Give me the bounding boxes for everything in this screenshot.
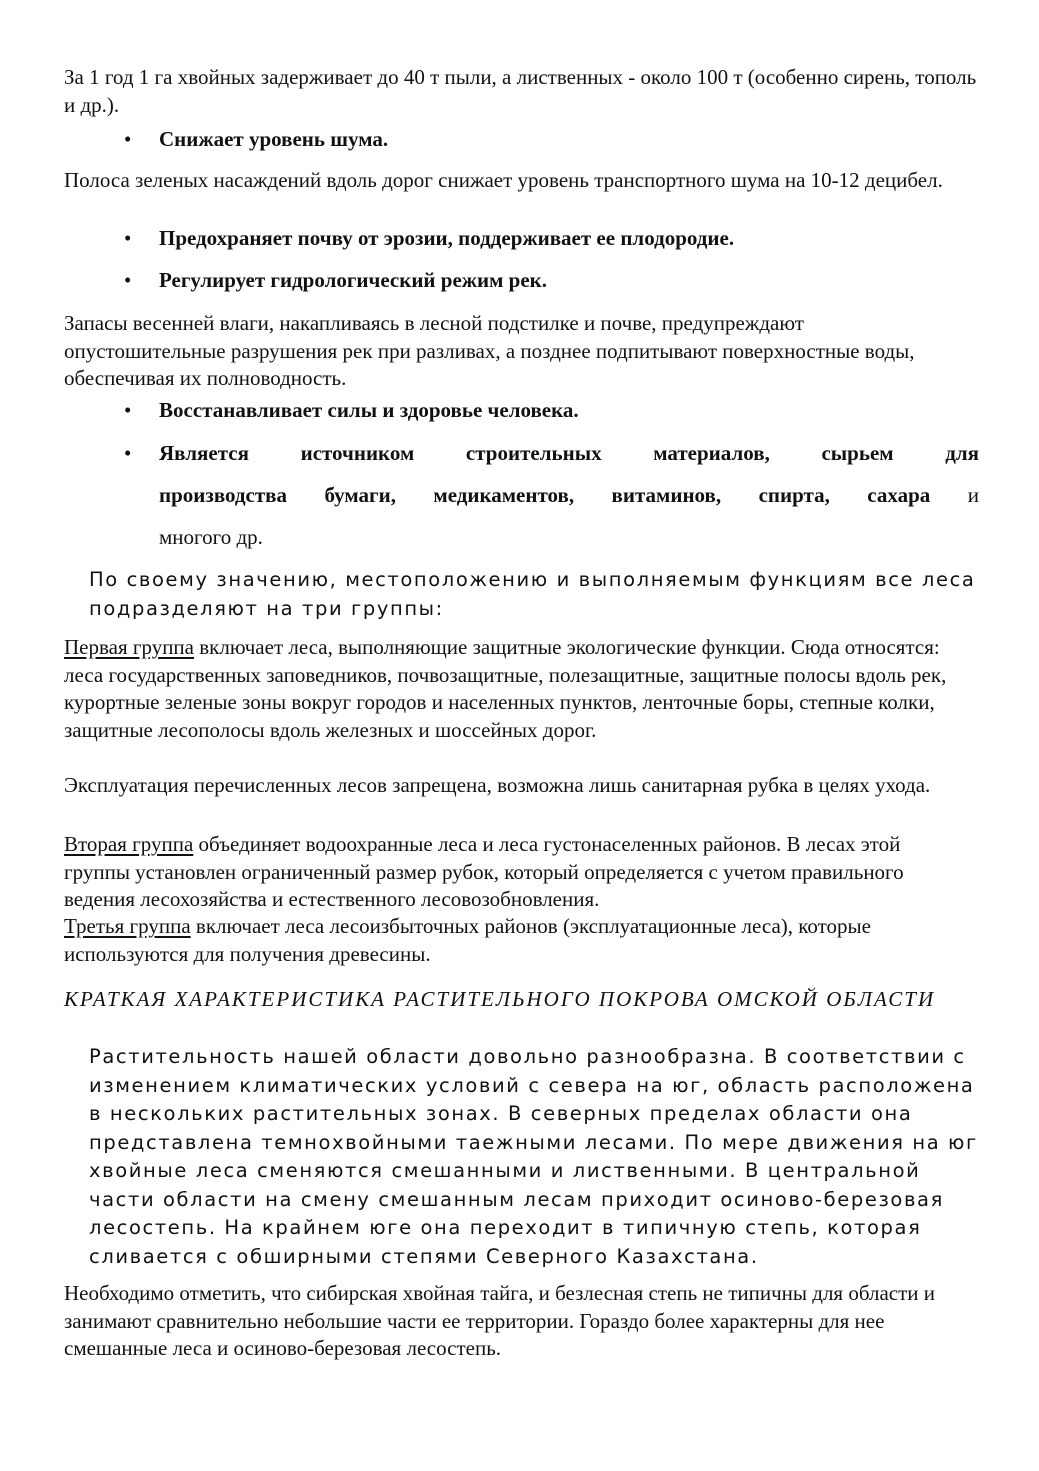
bullet-materials-line3: многого др.: [159, 525, 263, 549]
bullet-text: Регулирует гидрологический режим рек.: [159, 268, 548, 292]
bullet-text: Снижает уровень шума.: [159, 127, 389, 151]
paragraph-moisture: Запасы весенней влаги, накапливаясь в лесной подстилке и почве, предупреждают опустошительные разрушения рек при разливах, а позднее подпитывают поверхностные воды, обеспечивая их полноводность.: [64, 311, 915, 390]
paragraph-groups-intro: По своему значению, местоположению и выполняемым функциям все леса подразделяют на три группы:: [89, 568, 976, 620]
bullet-materials-line1: Является источником строительных материалов, сырьем для: [159, 441, 979, 465]
group-two-text: объединяет водоохранные леса и леса густонаселенных районов. В лесах этой группы установлен ограниченный размер рубок, который определяется с учетом правильного ведения лесохозяйства и естественного лесовозобновления.: [64, 832, 904, 911]
group-one-text: включает леса, выполняющие защитные экологические функции. Сюда относятся: леса государственных заповедников, почвозащитные, полезащитные, защитные полосы вдоль рек, курортные зеленые зоны вокруг городов и населенных пунктов, ленточные боры, степные колки, защитные лесополосы вдоль железных и шоссейных дорог.: [64, 635, 947, 742]
bullet-text: Предохраняет почву от эрозии, поддерживает ее плодородие.: [159, 226, 735, 250]
paragraph-dust: За 1 год 1 га хвойных задерживает до 40 т пыли, а лиственных - около 100 т (особенно сирень, тополь и др.).: [64, 65, 977, 117]
paragraph-group-one: [64, 634, 979, 744]
paragraph-vegetation: Растительность нашей области довольно разнообразна. В соответствии с изменением климатических условий с севера на юг, область расположена в нескольких растительных зонах. В северных пределах области она представлена темнохвойными таежными лесами. По мере движения на юг хвойные леса сменяются смешанными и лиственными. В центральной части области на смену смешанным лесам приходит осиново-березовая лесостепь. На крайнем юге она переходит в типичную степь, которая сливается с обширными степями Северного Казахстана.: [89, 1045, 978, 1268]
bullet-materials: [124, 440, 979, 560]
paragraph-group-two: [64, 831, 964, 914]
paragraph-noise: Полоса зеленых насаждений вдоль дорог снижает уровень транспортного шума на 10-12 децибел.: [64, 168, 943, 192]
bullet-icon: •: [124, 268, 132, 292]
group-three-text: включает леса лесоизбыточных районов (эксплуатационные леса), которые используются для получения древесины.: [64, 914, 871, 966]
group-two-label: Вторая группа: [64, 832, 194, 856]
section-heading: КРАТКАЯ ХАРАКТЕРИСТИКА РАСТИТЕЛЬНОГО ПОКРОВА ОМСКОЙ ОБЛАСТИ: [64, 987, 936, 1011]
paragraph-group-three: [64, 913, 944, 968]
group-one-label: Первая группа: [64, 635, 194, 659]
bullet-materials-line2-bold: производства бумаги, медикаментов, витаминов, спирта, сахара: [159, 483, 931, 507]
bullet-icon: •: [124, 441, 132, 465]
bullet-materials-line2: [159, 482, 979, 510]
bullet-text: Восстанавливает силы и здоровье человека.: [159, 398, 579, 422]
paragraph-group-one-note: Эксплуатация перечисленных лесов запрещена, возможна лишь санитарная рубка в целях ухода.: [64, 773, 931, 797]
bullet-icon: •: [124, 398, 132, 422]
paragraph-conclusion: Необходимо отметить, что сибирская хвойная тайга, и безлесная степь не типичны для области и занимают сравнительно небольшие части ее территории. Гораздо более характерны для нее смешанные леса и осиново-березовая лесостепь.: [64, 1281, 936, 1360]
group-three-label: Третья группа: [64, 914, 191, 938]
bullet-icon: •: [124, 127, 132, 151]
bullet-materials-line2-normal: и: [967, 483, 979, 507]
bullet-icon: •: [124, 226, 132, 250]
